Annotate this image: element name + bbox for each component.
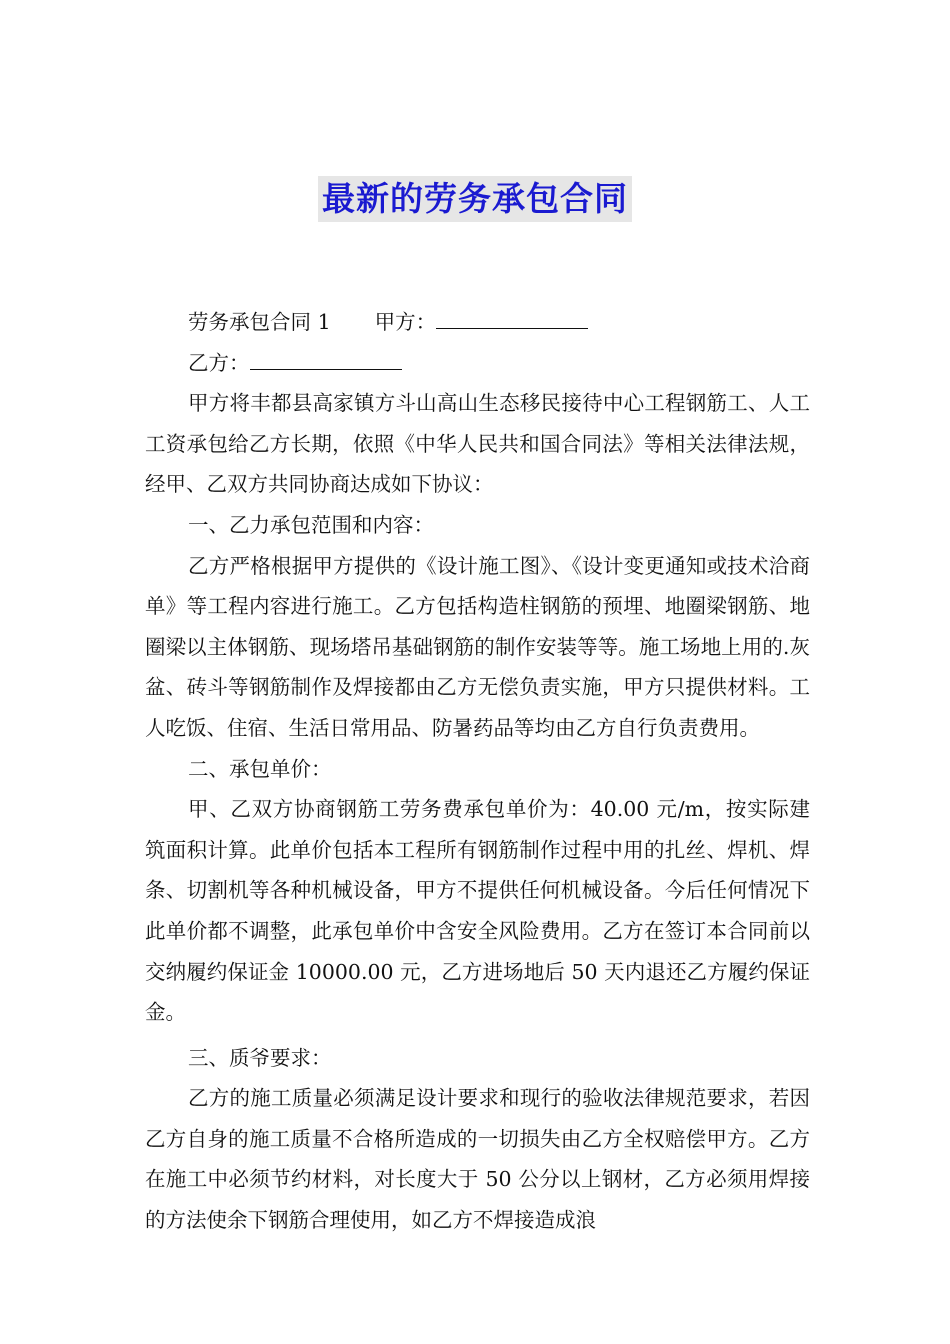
party-b-line <box>145 343 810 384</box>
title-container <box>0 176 950 222</box>
header-line <box>145 302 810 343</box>
document-body <box>145 302 810 1241</box>
section-heading-scope: 一、乙力承包范围和内容： <box>188 512 435 537</box>
party-b-label: 乙方： <box>188 350 250 375</box>
document-title: 最新的劳务承包合同 <box>318 176 632 222</box>
party-a-blank <box>436 306 588 329</box>
section-heading-quality: 三、质爷要求： <box>188 1045 332 1070</box>
contract-label: 劳务承包合同 1 <box>188 310 331 334</box>
section-heading-price: 二、承包单价： <box>188 756 332 781</box>
paragraph-price: 甲、乙双方协商钢筋工劳务费承包单价为：40.00 元/m，按实际建筑面积计算。此单价包括本工程所有钢筋制作过程中用的扎丝、焊机、焊条、切割机等各种机械设备，甲方不提供任何机械设备。今后任何情况下此单价都不调整，此承包单价中含安全风险费用。乙方在签订本合同前以交纳履约保证金 10000.00 元，乙方进场地后 50 天内退还乙方履约保证金。 <box>145 797 810 1025</box>
party-b-blank <box>250 347 402 370</box>
paragraph-quality: 乙方的施工质量必须满足设计要求和现行的验收法律规范要求，若因乙方自身的施工质量不合格所造成的一切损失由乙方全权赔偿甲方。乙方在施工中必须节约材料，对长度大于 50 公分以上钢材，乙方必须用焊接的方法使余下钢筋合理使用，如乙方不焊接造成浪 <box>145 1086 810 1233</box>
party-a-label: 甲方： <box>374 310 437 334</box>
paragraph-intro: 甲方将丰都县高家镇方斗山高山生态移民接待中心工程钢筋工、人工工资承包给乙方长期，依照《中华人民共和国合同法》等相关法律法规，经甲、乙双方共同协商达成如下协议： <box>145 391 810 497</box>
paragraph-scope: 乙方严格根据甲方提供的《设计施工图》、《设计变更通知或技术洽商单》等工程内容进行施工。乙方包括构造柱钢筋的预埋、地圈梁钢筋、地圈梁以主体钢筋、现场塔吊基础钢筋的制作安装等等。施工场地上用的.灰盆、砖斗等钢筋制作及焊接都由乙方无偿负责实施，甲方只提供材料。工人吃饭、住宿、生活日常用品、防暑药品等均由乙方自行负责费用。 <box>145 553 810 740</box>
